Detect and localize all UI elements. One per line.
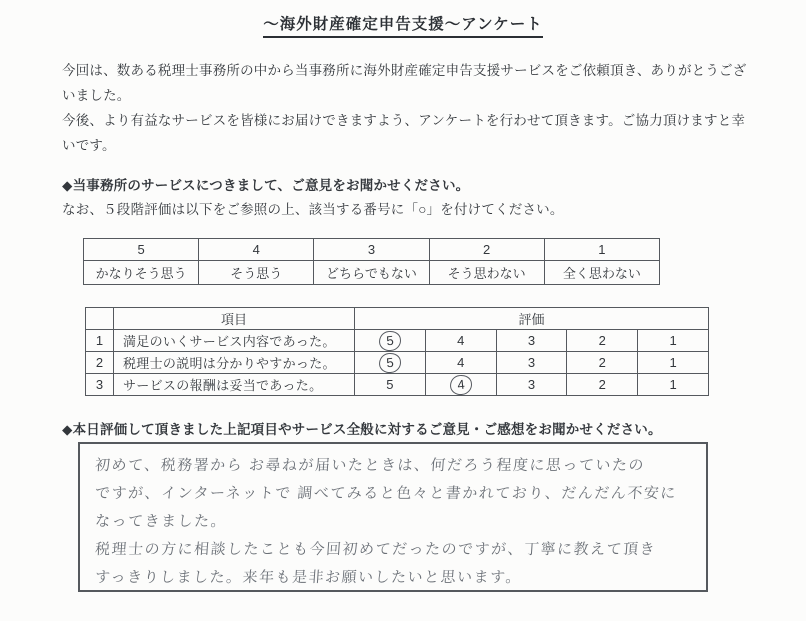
scale-label: かなりそう思う xyxy=(84,261,199,285)
rating-value: 3 xyxy=(527,332,536,348)
rating-cell xyxy=(567,330,638,352)
scale-label: 全く思わない xyxy=(544,261,659,285)
rating-value: 2 xyxy=(598,376,606,392)
rating-cell xyxy=(496,352,567,374)
rating-value: 3 xyxy=(527,376,536,392)
section-heading-service: ◆当事務所のサービスにつきまして、ご意見をお聞かせください。 xyxy=(62,178,470,193)
rating-value: 1 xyxy=(669,376,677,392)
rating-instruction-note: なお、５段階評価は以下をご参照の上、該当する番号に「○」を付けてください。 xyxy=(62,202,564,217)
rating-cell xyxy=(355,330,426,352)
rating-value: 2 xyxy=(598,354,606,370)
row-item-label: 税理士の説明は分かりやすかった。 xyxy=(114,352,355,374)
scale-reference-table xyxy=(83,238,660,285)
scale-label: そう思う xyxy=(199,261,314,285)
handwritten-line: なってきました。 xyxy=(94,513,228,530)
intro-paragraph-1: 今回は、数ある税理士事務所の中から当事務所に海外財産確定申告支援サービスをご依頼頂き、ありがとうございました。 xyxy=(62,63,747,103)
scale-value: 2 xyxy=(429,239,544,261)
rating-cell xyxy=(425,330,496,352)
rating-header-rating: 評価 xyxy=(355,308,709,330)
scale-value: 3 xyxy=(314,239,429,261)
rating-value: 5 xyxy=(386,376,394,392)
service-feedback-section xyxy=(62,174,806,222)
page-title: ～海外財産確定申告支援～アンケート xyxy=(263,12,543,38)
rating-cell xyxy=(567,374,638,396)
intro-text xyxy=(62,58,752,158)
rating-table xyxy=(85,307,709,396)
handwritten-comment-box xyxy=(78,442,708,592)
row-item-label: 満足のいくサービス内容であった。 xyxy=(114,330,355,352)
rating-value: 2 xyxy=(598,332,606,348)
rating-cell xyxy=(496,330,567,352)
scale-value: 5 xyxy=(84,239,199,261)
intro-paragraph-2: 今後、より有益なサービスを皆様にお届けできますよう、アンケートを行わせて頂きます。ご協力頂けますと幸いです。 xyxy=(62,113,746,153)
row-number: 3 xyxy=(86,374,114,396)
rating-cell xyxy=(638,352,709,374)
rating-value: 4 xyxy=(457,332,465,348)
rating-cell xyxy=(638,330,709,352)
rating-value: 1 xyxy=(669,354,677,370)
survey-document xyxy=(0,12,806,621)
rating-cell xyxy=(425,374,496,396)
rating-value: 5 xyxy=(378,351,402,373)
row-number: 1 xyxy=(86,330,114,352)
rating-value: 4 xyxy=(457,354,465,370)
scale-values-row xyxy=(84,239,660,261)
rating-cell xyxy=(355,374,426,396)
rating-value: 4 xyxy=(449,373,473,395)
rating-cell xyxy=(638,374,709,396)
table-row xyxy=(86,330,709,352)
handwritten-line: すっきりしました。来年も是非お願いしたいと思います。 xyxy=(94,569,523,586)
section-heading-comments: ◆本日評価して頂きました上記項目やサービス全般に対するご意見・ご感想をお聞かせください。 xyxy=(62,422,662,437)
handwritten-line: 初めて、税務署から お尋ねが届いたときは、何だろう程度に思っていたの xyxy=(94,457,646,474)
rating-cell xyxy=(496,374,567,396)
scale-value: 1 xyxy=(544,239,659,261)
rating-header-item: 項目 xyxy=(114,308,355,330)
handwritten-line: ですが、インターネットで 調べてみると色々と書かれており、だんだん不安に xyxy=(94,485,678,502)
rating-value: 1 xyxy=(669,332,677,348)
rating-cell xyxy=(567,352,638,374)
row-number: 2 xyxy=(86,352,114,374)
rating-header-row xyxy=(86,308,709,330)
rating-cell xyxy=(355,352,426,374)
row-item-label: サービスの報酬は妥当であった。 xyxy=(114,374,355,396)
rating-value: 5 xyxy=(378,329,402,351)
table-row xyxy=(86,374,709,396)
handwritten-line: 税理士の方に相談したことも今回初めてだったのですが、丁寧に教えて頂き xyxy=(94,541,657,558)
scale-value: 4 xyxy=(199,239,314,261)
scale-labels-row xyxy=(84,261,660,285)
rating-cell xyxy=(425,352,496,374)
scale-label: そう思わない xyxy=(429,261,544,285)
rating-value: 3 xyxy=(527,354,536,370)
scale-label: どちらでもない xyxy=(314,261,429,285)
table-row xyxy=(86,352,709,374)
rating-header-number xyxy=(86,308,114,330)
